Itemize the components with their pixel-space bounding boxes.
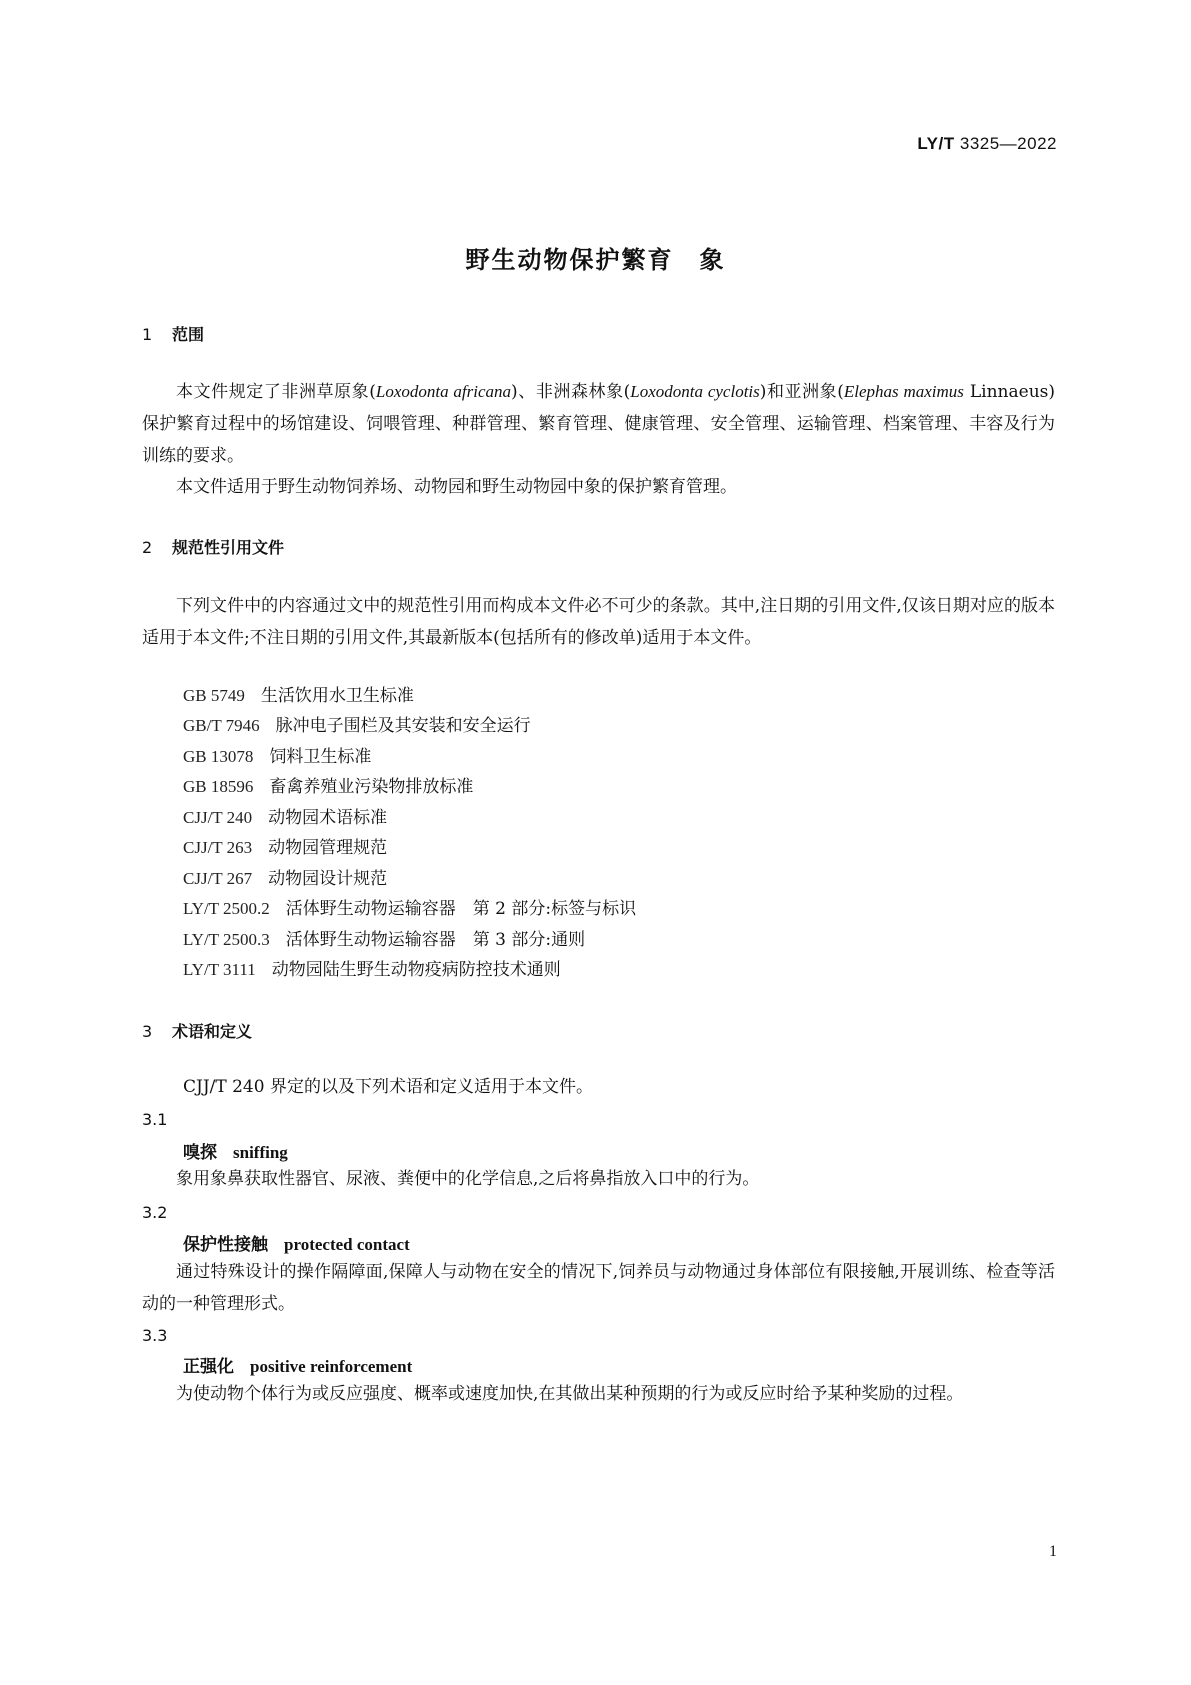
reference-code: GB 18596 <box>183 777 254 796</box>
scope-paragraph-1 <box>142 376 1055 472</box>
term-heading <box>183 1230 410 1255</box>
species-name: Loxodonta cyclotis <box>630 382 760 401</box>
section-title: 规范性引用文件 <box>172 538 285 557</box>
species-name: Elephas maximus <box>843 382 964 401</box>
reference-code: CJJ/T 263 <box>183 838 253 857</box>
term-definition: 象用象鼻获取性器官、尿液、粪便中的化学信息,之后将鼻指放入口中的行为。 <box>176 1169 760 1189</box>
normative-intro: 下列文件中的内容通过文中的规范性引用而构成本文件必不可少的条款。其中,注日期的引用文件,仅该日期对应的版本适用于本文件;不注日期的引用文件,其最新版本(包括所有的修改单)适用于本文件。 <box>142 596 1055 648</box>
terms-intro: CJJ/T 240 界定的以及下列术语和定义适用于本文件。 <box>183 1077 593 1097</box>
reference-item <box>183 832 387 864</box>
reference-code: CJJ/T 240 <box>183 808 253 827</box>
reference-item <box>183 893 636 925</box>
reference-item <box>183 741 371 773</box>
reference-item <box>183 924 585 956</box>
reference-title: 动物园陆生野生动物疫病防控技术通则 <box>271 960 561 980</box>
section-1-heading <box>142 322 204 345</box>
reference-item <box>183 771 473 803</box>
reference-item <box>183 863 387 895</box>
term-number: 3.3 <box>142 1326 168 1345</box>
section-3-heading <box>142 1019 252 1042</box>
scope-text: 本文件规定了非洲草原象( <box>176 382 376 402</box>
reference-code: LY/T 3111 <box>183 960 256 979</box>
scope-text: )、非洲森林象( <box>511 382 631 402</box>
species-name: Loxodonta africana <box>375 382 512 401</box>
reference-code: GB 13078 <box>183 747 254 766</box>
reference-title: 动物园术语标准 <box>268 808 388 828</box>
term-heading <box>183 1138 288 1163</box>
term-en: positive reinforcement <box>250 1357 413 1376</box>
reference-code: CJJ/T 267 <box>183 869 253 888</box>
reference-code: LY/T 2500.3 <box>183 930 270 949</box>
section-number: 2 <box>142 538 153 557</box>
term-heading <box>183 1352 412 1377</box>
section-number: 3 <box>142 1022 153 1041</box>
scope-paragraph-2: 本文件适用于野生动物饲养场、动物园和野生动物园中象的保护繁育管理。 <box>176 477 737 497</box>
standard-code-prefix: LY/T <box>917 134 955 153</box>
reference-title: 动物园设计规范 <box>268 869 388 889</box>
reference-item <box>183 954 561 986</box>
term-zh: 正强化 <box>183 1357 234 1377</box>
page-number: 1 <box>1049 1543 1057 1560</box>
section-title: 术语和定义 <box>172 1022 253 1041</box>
section-2-heading <box>142 535 284 558</box>
document-title: 野生动物保护繁育 象 <box>465 246 726 274</box>
reference-title: 动物园管理规范 <box>268 838 388 858</box>
reference-code: LY/T 2500.2 <box>183 899 270 918</box>
reference-title: 生活饮用水卫生标准 <box>260 686 414 706</box>
term-zh: 嗅探 <box>183 1143 217 1163</box>
scope-text: )和亚洲象( <box>759 382 844 402</box>
scope-text: Linnaeus)保护繁育过程中的场馆建设、饲喂管理、种群管理、繁育管理、健康管理、安全管理、运输管理、档案管理、丰容及行为训练的要求。 <box>142 382 1056 466</box>
standard-code <box>917 134 1057 154</box>
reference-title: 畜禽养殖业污染物排放标准 <box>269 777 474 797</box>
reference-title: 活体野生动物运输容器 第 3 部分:通则 <box>285 930 586 950</box>
section-number: 1 <box>142 325 153 344</box>
reference-item <box>183 680 414 712</box>
term-zh: 保护性接触 <box>183 1235 268 1255</box>
reference-item <box>183 710 531 742</box>
reference-title: 活体野生动物运输容器 第 2 部分:标签与标识 <box>285 899 637 919</box>
term-number: 3.2 <box>142 1203 168 1222</box>
reference-title: 饲料卫生标准 <box>269 747 372 767</box>
term-en: sniffing <box>233 1143 288 1162</box>
reference-code: GB/T 7946 <box>183 716 260 735</box>
term-en: protected contact <box>284 1235 410 1254</box>
reference-title: 脉冲电子围栏及其安装和安全运行 <box>275 716 531 736</box>
standard-code-number: 3325—2022 <box>959 134 1057 153</box>
term-number: 3.1 <box>142 1110 168 1129</box>
term-definition: 为使动物个体行为或反应强度、概率或速度加快,在其做出某种预期的行为或反应时给予某种奖励的过程。 <box>176 1384 964 1404</box>
reference-item <box>183 802 387 834</box>
section-title: 范围 <box>172 325 205 344</box>
reference-code: GB 5749 <box>183 686 245 705</box>
term-definition: 通过特殊设计的操作隔障面,保障人与动物在安全的情况下,饲养员与动物通过身体部位有限接触,开展训练、检查等活动的一种管理形式。 <box>142 1262 1055 1314</box>
